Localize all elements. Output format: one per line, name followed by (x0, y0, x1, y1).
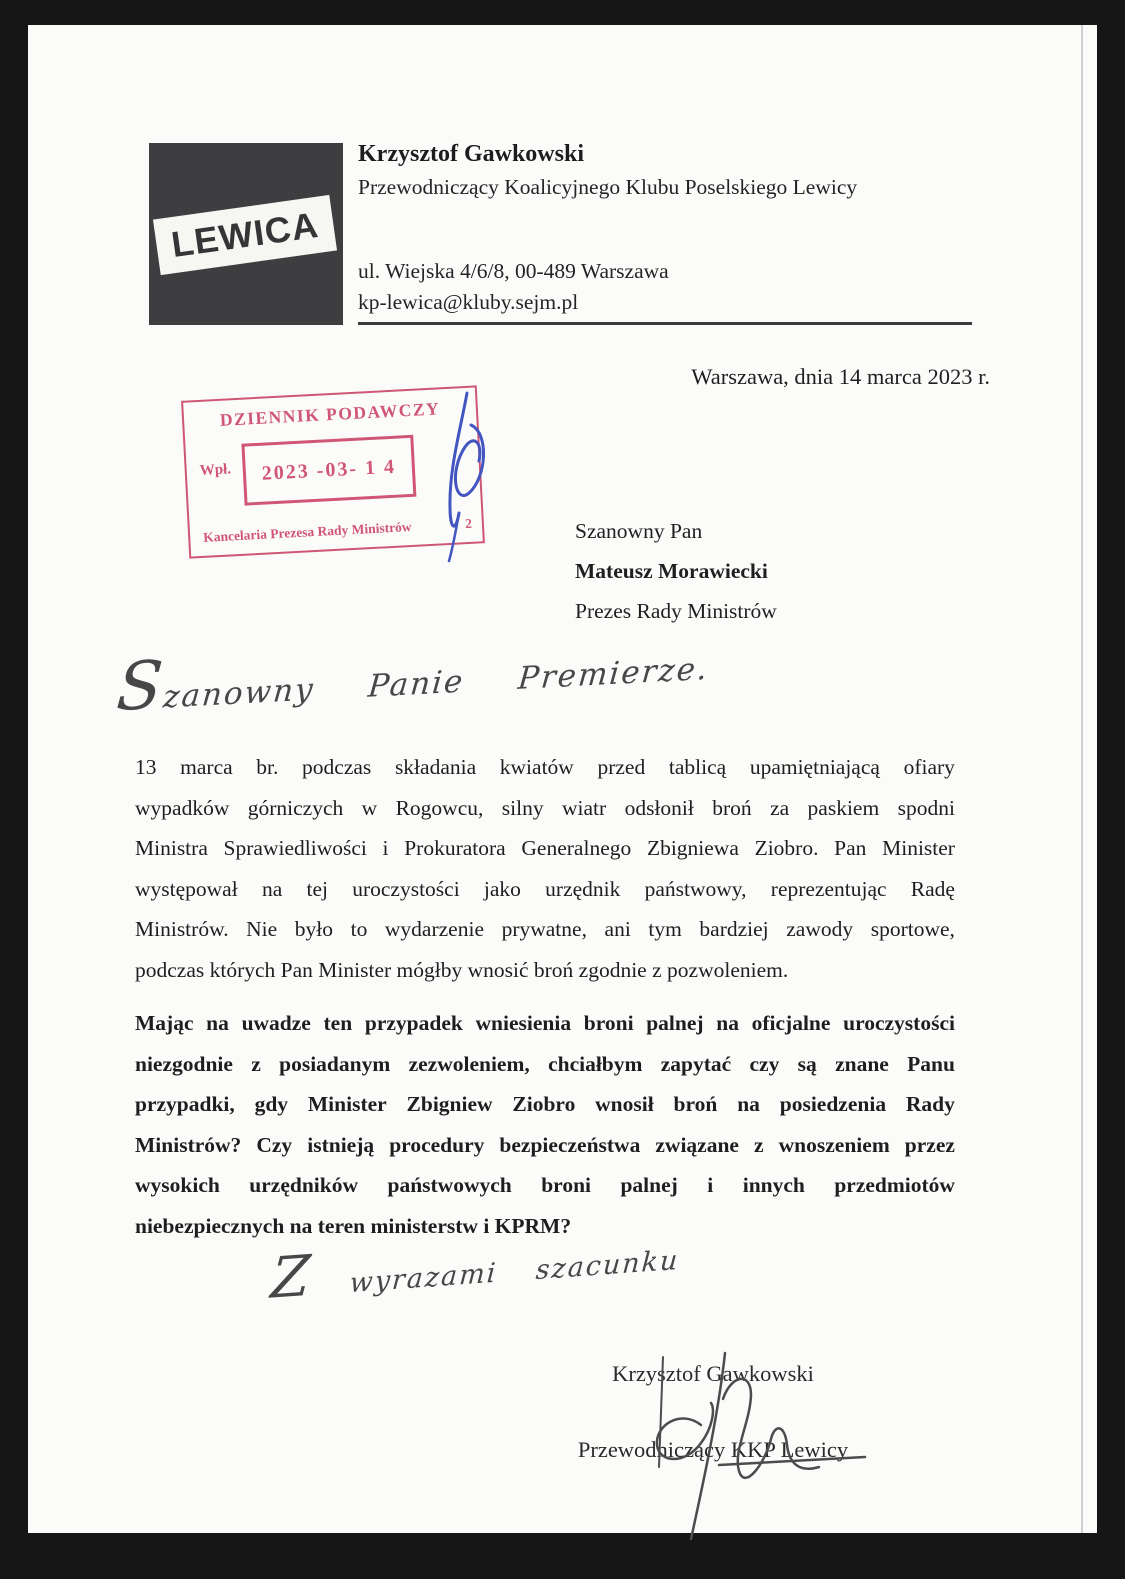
body-paragraph-2: Mając na uwadze ten przypadek wniesienia broni palnej na oficjalne uroczystości niezgodnie z posiadanym zezwoleniem, chciałbym zapytać czy są znane Panu przypadki, gdy Minister Zbigniew Ziobro wnosił broń na posiedzenia Rady Ministrów? Czy istnieją procedury bezpieczeństwa związane z wnoszeniem przez wysokich urzędników państwowych broni palnej i innych przedmiotów niebezpiecznych na teren ministerstw i KPRM? (135, 1011, 955, 1238)
handwritten-greeting: Szanowny Panie Premierze. (113, 646, 711, 727)
letterhead-divider (358, 322, 972, 325)
stamp-office-name: Kancelaria Prezesa Rady Ministrów (202, 518, 412, 545)
lewica-logo (149, 143, 343, 325)
recipient-salutation: Szanowny Pan (575, 519, 703, 543)
signature-scribble-icon (573, 1347, 873, 1552)
letter-date: Warszawa, dnia 14 marca 2023 r. (691, 364, 990, 389)
sender-email: kp-lewica@kluby.sejm.pl (358, 290, 579, 314)
stamp-date-box (241, 435, 416, 506)
signature-title: Przewodniczący KKP Lewicy (577, 1437, 849, 1462)
lewica-logo-text: LEWICA (168, 203, 322, 266)
sender-title: Przewodniczący Koalicyjnego Klubu Poselskiego Lewicy (358, 175, 858, 199)
lewica-logo-band (153, 195, 337, 275)
stamp-date-value: 2023 -03- 1 4 (261, 455, 397, 485)
sender-name: Krzysztof Gawkowski (358, 141, 584, 167)
blue-pen-mark-icon (415, 385, 505, 570)
stamp-field-label: Wpł. (199, 461, 232, 479)
letter-page (28, 25, 1097, 1533)
sender-address: ul. Wiejska 4/6/8, 00-489 Warszawa (358, 259, 669, 283)
recipient-name: Mateusz Morawiecki (575, 559, 768, 583)
stamp-title: DZIENNIK PODAWCZY (219, 398, 441, 430)
scan-edge-line (1081, 25, 1083, 1533)
body-paragraph-1: 13 marca br. podczas składania kwiatów przed tablicą upamiętniającą ofiary wypadków górniczych w Rogowcu, silny wiatr odsłonił broń za paskiem spodni Ministra Sprawiedliwości i Prokuratora Generalnego Zbigniewa Ziobro. Pan Minister występował na tej uroczystości jako urzędnik państwowy, reprezentując Radę Ministrów. Nie było to wydarzenie prywatne, ani tym bardziej zawody sportowe, podczas których Pan Minister mógłby wnosić broń zgodnie z pozwoleniem. (135, 755, 955, 982)
signature-name: Krzysztof Gawkowski (612, 1361, 814, 1386)
stamp-office-number: 2 (464, 515, 473, 532)
handwritten-closing: Z wyrazami szacunku (268, 1243, 681, 1312)
recipient-title: Prezes Rady Ministrów (575, 599, 777, 623)
